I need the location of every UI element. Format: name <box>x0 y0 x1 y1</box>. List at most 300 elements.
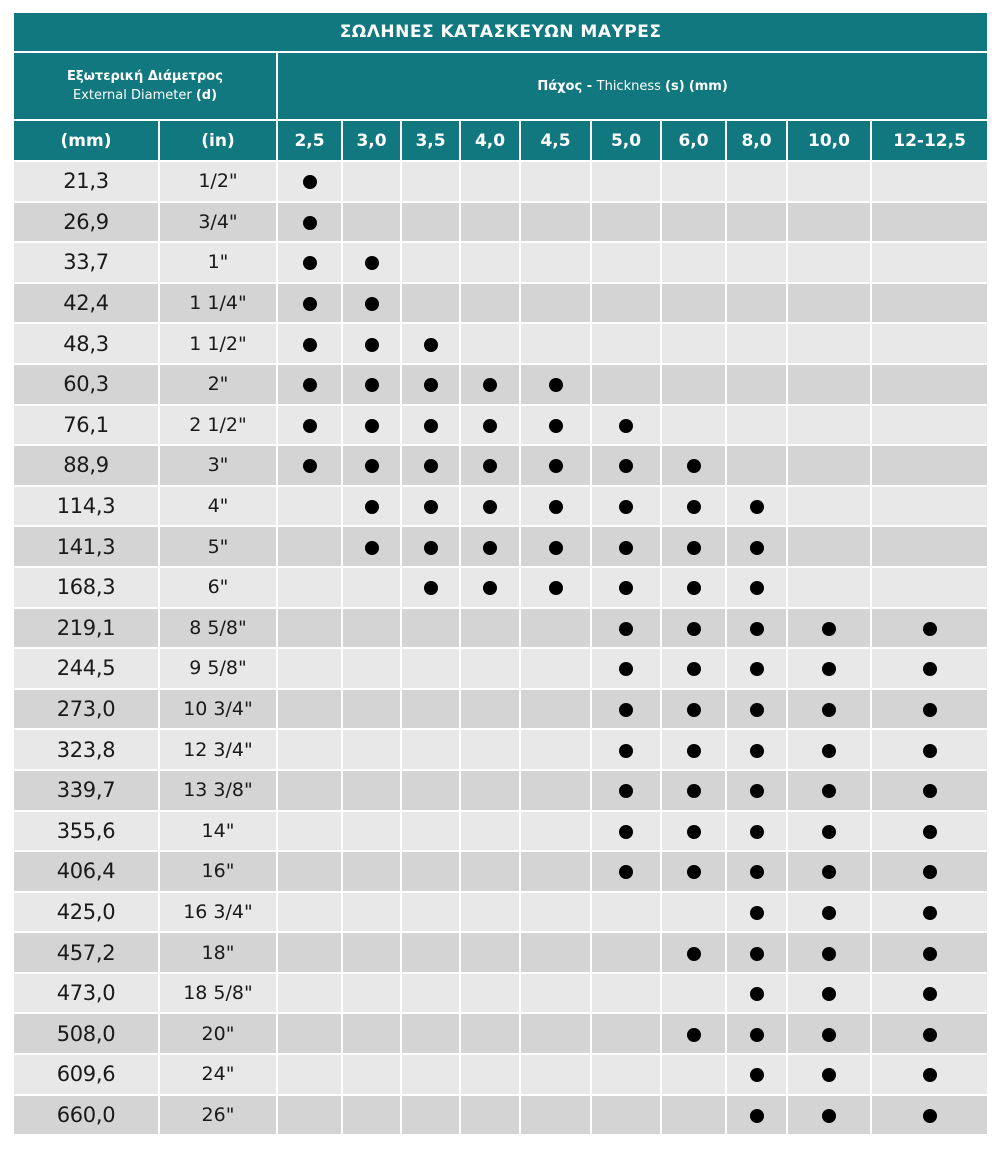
availability-dot-icon <box>750 987 764 1001</box>
availability-dot-icon <box>483 419 497 433</box>
table-row <box>13 202 988 243</box>
thickness-cell <box>787 689 871 730</box>
diameter-in-cell: 12 3/4" <box>159 729 277 770</box>
thickness-cell <box>520 648 591 689</box>
availability-dot-icon <box>303 216 317 230</box>
thickness-cell <box>460 486 520 527</box>
availability-dot-icon <box>750 744 764 758</box>
table-row <box>13 892 988 933</box>
thickness-cell <box>277 323 342 364</box>
thickness-cell <box>726 161 787 202</box>
thickness-cell <box>871 202 988 243</box>
thickness-cell <box>520 486 591 527</box>
thickness-cell <box>401 689 460 730</box>
thickness-cell <box>661 323 726 364</box>
table-row <box>13 851 988 892</box>
thickness-cell <box>787 973 871 1014</box>
thickness-cell <box>661 770 726 811</box>
thickness-cell <box>277 608 342 649</box>
table-row <box>13 323 988 364</box>
thickness-cell <box>871 526 988 567</box>
thickness-cell <box>871 161 988 202</box>
thickness-cell <box>342 161 401 202</box>
thickness-cell <box>787 242 871 283</box>
diameter-mm-cell: 88,9 <box>13 445 159 486</box>
thickness-cell <box>460 973 520 1014</box>
thickness-cell <box>401 608 460 649</box>
thickness-cell <box>787 892 871 933</box>
diameter-mm-cell: 339,7 <box>13 770 159 811</box>
availability-dot-icon <box>750 581 764 595</box>
thickness-cell <box>726 973 787 1014</box>
thickness-column-header: 5,0 <box>591 120 661 161</box>
thickness-cell <box>401 932 460 973</box>
external-diameter-header <box>13 52 277 120</box>
availability-dot-icon <box>483 541 497 555</box>
thickness-symbol: (s) <box>665 78 685 94</box>
thickness-cell <box>787 283 871 324</box>
thickness-cell <box>661 202 726 243</box>
thickness-column-header: 2,5 <box>277 120 342 161</box>
thickness-cell <box>787 1054 871 1095</box>
availability-dot-icon <box>687 703 701 717</box>
thickness-cell <box>726 445 787 486</box>
thickness-cell <box>342 932 401 973</box>
thickness-cell <box>401 1013 460 1054</box>
availability-dot-icon <box>365 500 379 514</box>
thickness-cell <box>871 851 988 892</box>
thickness-cell <box>401 567 460 608</box>
availability-dot-icon <box>923 987 937 1001</box>
diameter-in-cell: 2 1/2" <box>159 405 277 446</box>
availability-dot-icon <box>365 541 379 555</box>
table-row <box>13 689 988 730</box>
availability-dot-icon <box>303 338 317 352</box>
thickness-cell <box>871 283 988 324</box>
availability-dot-icon <box>365 419 379 433</box>
thickness-cell <box>342 364 401 405</box>
availability-dot-icon <box>303 297 317 311</box>
thickness-cell <box>591 892 661 933</box>
thickness-cell <box>661 608 726 649</box>
thickness-cell <box>591 770 661 811</box>
unit-header-mm: (mm) <box>13 120 159 161</box>
thickness-cell <box>787 364 871 405</box>
availability-dot-icon <box>822 622 836 636</box>
availability-dot-icon <box>923 662 937 676</box>
availability-dot-icon <box>687 541 701 555</box>
thickness-cell <box>401 973 460 1014</box>
thickness-cell <box>401 770 460 811</box>
thickness-cell <box>460 1013 520 1054</box>
thickness-cell <box>591 161 661 202</box>
availability-dot-icon <box>365 378 379 392</box>
thickness-cell <box>277 445 342 486</box>
diameter-in-cell: 2" <box>159 364 277 405</box>
thickness-cell <box>661 364 726 405</box>
column-header-row <box>13 120 988 161</box>
diameter-in-cell: 6" <box>159 567 277 608</box>
diameter-mm-cell: 42,4 <box>13 283 159 324</box>
thickness-cell <box>460 1054 520 1095</box>
thickness-cell <box>661 932 726 973</box>
diameter-mm-cell: 48,3 <box>13 323 159 364</box>
thickness-cell <box>591 932 661 973</box>
availability-dot-icon <box>923 744 937 758</box>
thickness-label-greek: Πάχος <box>537 78 583 94</box>
thickness-cell <box>460 364 520 405</box>
thickness-cell <box>871 729 988 770</box>
availability-dot-icon <box>923 947 937 961</box>
availability-dot-icon <box>619 581 633 595</box>
availability-dot-icon <box>822 703 836 717</box>
thickness-cell <box>661 1095 726 1136</box>
availability-dot-icon <box>923 906 937 920</box>
availability-dot-icon <box>483 378 497 392</box>
thickness-cell <box>277 486 342 527</box>
thickness-cell <box>342 526 401 567</box>
thickness-cell <box>787 648 871 689</box>
thickness-cell <box>401 851 460 892</box>
table-row <box>13 445 988 486</box>
thickness-cell <box>520 283 591 324</box>
diameter-mm-cell: 76,1 <box>13 405 159 446</box>
availability-dot-icon <box>619 662 633 676</box>
availability-dot-icon <box>365 256 379 270</box>
external-diameter-label-english: External Diameter <box>72 88 192 103</box>
thickness-cell <box>277 202 342 243</box>
availability-dot-icon <box>424 338 438 352</box>
availability-dot-icon <box>549 419 563 433</box>
thickness-cell <box>401 811 460 852</box>
thickness-cell <box>342 283 401 324</box>
thickness-cell <box>726 608 787 649</box>
table-title: ΣΩΛΗΝΕΣ ΚΑΤΑΣΚΕΥΩΝ ΜΑΥΡΕΣ <box>13 12 988 52</box>
thickness-cell <box>342 689 401 730</box>
diameter-in-cell: 13 3/8" <box>159 770 277 811</box>
diameter-in-cell: 9 5/8" <box>159 648 277 689</box>
thickness-cell <box>787 729 871 770</box>
thickness-cell <box>661 567 726 608</box>
thickness-cell <box>277 1054 342 1095</box>
diameter-mm-cell: 473,0 <box>13 973 159 1014</box>
thickness-cell <box>787 932 871 973</box>
thickness-label-separator: - <box>582 78 597 94</box>
thickness-cell <box>401 323 460 364</box>
external-diameter-label-greek: Εξωτερική Διάμετρος <box>67 69 223 84</box>
thickness-cell <box>787 202 871 243</box>
availability-dot-icon <box>923 784 937 798</box>
availability-dot-icon <box>750 500 764 514</box>
thickness-cell <box>401 445 460 486</box>
thickness-cell <box>871 445 988 486</box>
availability-dot-icon <box>923 703 937 717</box>
pipe-spec-table <box>12 11 989 1136</box>
availability-dot-icon <box>750 622 764 636</box>
diameter-in-cell: 4" <box>159 486 277 527</box>
diameter-mm-cell: 355,6 <box>13 811 159 852</box>
availability-dot-icon <box>619 744 633 758</box>
thickness-cell <box>520 567 591 608</box>
thickness-cell <box>520 161 591 202</box>
thickness-cell <box>726 932 787 973</box>
thickness-cell <box>661 526 726 567</box>
thickness-cell <box>342 323 401 364</box>
thickness-cell <box>871 892 988 933</box>
thickness-cell <box>277 405 342 446</box>
diameter-in-cell: 10 3/4" <box>159 689 277 730</box>
availability-dot-icon <box>619 825 633 839</box>
thickness-cell <box>401 1095 460 1136</box>
thickness-cell <box>520 1095 591 1136</box>
thickness-column-header: 12-12,5 <box>871 120 988 161</box>
thickness-cell <box>520 323 591 364</box>
availability-dot-icon <box>822 1109 836 1123</box>
diameter-mm-cell: 219,1 <box>13 608 159 649</box>
thickness-cell <box>520 973 591 1014</box>
table-row <box>13 770 988 811</box>
diameter-in-cell: 20" <box>159 1013 277 1054</box>
diameter-in-cell: 1/2" <box>159 161 277 202</box>
availability-dot-icon <box>303 256 317 270</box>
availability-dot-icon <box>687 947 701 961</box>
thickness-cell <box>661 811 726 852</box>
thickness-cell <box>460 526 520 567</box>
diameter-in-cell: 3" <box>159 445 277 486</box>
thickness-cell <box>460 811 520 852</box>
thickness-cell <box>277 770 342 811</box>
thickness-cell <box>591 283 661 324</box>
availability-dot-icon <box>619 784 633 798</box>
thickness-cell <box>726 202 787 243</box>
availability-dot-icon <box>687 581 701 595</box>
availability-dot-icon <box>750 906 764 920</box>
diameter-in-cell: 1 1/2" <box>159 323 277 364</box>
thickness-cell <box>460 323 520 364</box>
diameter-mm-cell: 406,4 <box>13 851 159 892</box>
thickness-cell <box>591 242 661 283</box>
thickness-cell <box>787 811 871 852</box>
thickness-cell <box>342 1095 401 1136</box>
table-row <box>13 1054 988 1095</box>
thickness-cell <box>726 770 787 811</box>
thickness-cell <box>460 283 520 324</box>
thickness-cell <box>787 161 871 202</box>
thickness-column-header: 8,0 <box>726 120 787 161</box>
thickness-cell <box>871 405 988 446</box>
thickness-cell <box>591 526 661 567</box>
availability-dot-icon <box>619 500 633 514</box>
thickness-cell <box>460 567 520 608</box>
thickness-cell <box>726 729 787 770</box>
thickness-cell <box>871 648 988 689</box>
table-row <box>13 932 988 973</box>
thickness-cell <box>401 242 460 283</box>
availability-dot-icon <box>549 378 563 392</box>
availability-dot-icon <box>750 1109 764 1123</box>
external-diameter-symbol: (d) <box>195 88 218 103</box>
availability-dot-icon <box>483 459 497 473</box>
availability-dot-icon <box>303 378 317 392</box>
thickness-cell <box>342 892 401 933</box>
diameter-in-cell: 16" <box>159 851 277 892</box>
table-row <box>13 526 988 567</box>
thickness-cell <box>342 851 401 892</box>
thickness-cell <box>726 689 787 730</box>
thickness-cell <box>460 729 520 770</box>
diameter-in-cell: 1 1/4" <box>159 283 277 324</box>
thickness-cell <box>520 892 591 933</box>
thickness-cell <box>460 932 520 973</box>
thickness-cell <box>661 405 726 446</box>
thickness-cell <box>591 1095 661 1136</box>
thickness-cell <box>277 283 342 324</box>
availability-dot-icon <box>303 459 317 473</box>
thickness-cell <box>591 729 661 770</box>
availability-dot-icon <box>750 541 764 555</box>
thickness-cell <box>520 364 591 405</box>
thickness-cell <box>401 486 460 527</box>
thickness-cell <box>277 973 342 1014</box>
thickness-cell <box>277 526 342 567</box>
thickness-cell <box>661 1013 726 1054</box>
diameter-in-cell: 5" <box>159 526 277 567</box>
diameter-in-cell: 24" <box>159 1054 277 1095</box>
thickness-cell <box>787 486 871 527</box>
thickness-cell <box>342 567 401 608</box>
thickness-cell <box>342 608 401 649</box>
availability-dot-icon <box>822 662 836 676</box>
availability-dot-icon <box>750 784 764 798</box>
availability-dot-icon <box>687 622 701 636</box>
thickness-cell <box>871 689 988 730</box>
availability-dot-icon <box>750 703 764 717</box>
thickness-cell <box>591 1054 661 1095</box>
diameter-mm-cell: 168,3 <box>13 567 159 608</box>
thickness-cell <box>871 608 988 649</box>
thickness-cell <box>520 1013 591 1054</box>
thickness-column-header: 10,0 <box>787 120 871 161</box>
thickness-cell <box>591 1013 661 1054</box>
thickness-cell <box>726 1013 787 1054</box>
availability-dot-icon <box>619 459 633 473</box>
thickness-column-header: 3,0 <box>342 120 401 161</box>
availability-dot-icon <box>687 500 701 514</box>
thickness-cell <box>460 892 520 933</box>
thickness-cell <box>342 405 401 446</box>
availability-dot-icon <box>923 1068 937 1082</box>
thickness-cell <box>787 851 871 892</box>
diameter-in-cell: 16 3/4" <box>159 892 277 933</box>
thickness-cell <box>460 202 520 243</box>
availability-dot-icon <box>822 1068 836 1082</box>
thickness-cell <box>871 811 988 852</box>
pipe-spec-sheet <box>12 11 987 1136</box>
thickness-cell <box>401 729 460 770</box>
availability-dot-icon <box>687 865 701 879</box>
thickness-cell <box>277 567 342 608</box>
thickness-cell <box>787 405 871 446</box>
thickness-cell <box>726 811 787 852</box>
table-row <box>13 283 988 324</box>
diameter-mm-cell: 114,3 <box>13 486 159 527</box>
thickness-cell <box>661 242 726 283</box>
thickness-cell <box>787 526 871 567</box>
thickness-cell <box>520 729 591 770</box>
availability-dot-icon <box>303 419 317 433</box>
thickness-cell <box>277 689 342 730</box>
diameter-in-cell: 18 5/8" <box>159 973 277 1014</box>
availability-dot-icon <box>424 500 438 514</box>
thickness-cell <box>661 445 726 486</box>
thickness-cell <box>520 932 591 973</box>
availability-dot-icon <box>822 906 836 920</box>
thickness-cell <box>726 648 787 689</box>
thickness-cell <box>871 973 988 1014</box>
availability-dot-icon <box>687 1028 701 1042</box>
thickness-cell <box>277 648 342 689</box>
thickness-cell <box>871 323 988 364</box>
diameter-mm-cell: 508,0 <box>13 1013 159 1054</box>
diameter-mm-cell: 425,0 <box>13 892 159 933</box>
thickness-cell <box>726 323 787 364</box>
thickness-cell <box>871 242 988 283</box>
availability-dot-icon <box>750 662 764 676</box>
thickness-header <box>277 52 988 120</box>
thickness-cell <box>661 973 726 1014</box>
availability-dot-icon <box>750 1068 764 1082</box>
thickness-cell <box>342 811 401 852</box>
thickness-cell <box>871 1054 988 1095</box>
table-row <box>13 161 988 202</box>
external-diameter-label-english-line <box>14 86 276 105</box>
thickness-cell <box>726 486 787 527</box>
thickness-cell <box>661 648 726 689</box>
thickness-cell <box>520 811 591 852</box>
table-row <box>13 648 988 689</box>
availability-dot-icon <box>923 1028 937 1042</box>
thickness-cell <box>277 364 342 405</box>
table-row <box>13 729 988 770</box>
diameter-mm-cell: 323,8 <box>13 729 159 770</box>
availability-dot-icon <box>619 541 633 555</box>
thickness-cell <box>277 1013 342 1054</box>
thickness-cell <box>520 608 591 649</box>
thickness-column-header: 6,0 <box>661 120 726 161</box>
thickness-cell <box>460 608 520 649</box>
thickness-cell <box>520 242 591 283</box>
thickness-cell <box>661 1054 726 1095</box>
thickness-cell <box>401 202 460 243</box>
diameter-mm-cell: 273,0 <box>13 689 159 730</box>
thickness-cell <box>460 161 520 202</box>
table-row <box>13 486 988 527</box>
thickness-cell <box>342 1013 401 1054</box>
diameter-in-cell: 14" <box>159 811 277 852</box>
availability-dot-icon <box>619 703 633 717</box>
thickness-cell <box>787 1095 871 1136</box>
thickness-cell <box>342 973 401 1014</box>
diameter-in-cell: 8 5/8" <box>159 608 277 649</box>
thickness-cell <box>591 323 661 364</box>
thickness-cell <box>871 770 988 811</box>
thickness-unit: (mm) <box>688 78 728 94</box>
thickness-cell <box>401 648 460 689</box>
thickness-cell <box>871 1095 988 1136</box>
availability-dot-icon <box>483 581 497 595</box>
availability-dot-icon <box>687 459 701 473</box>
thickness-cell <box>871 567 988 608</box>
